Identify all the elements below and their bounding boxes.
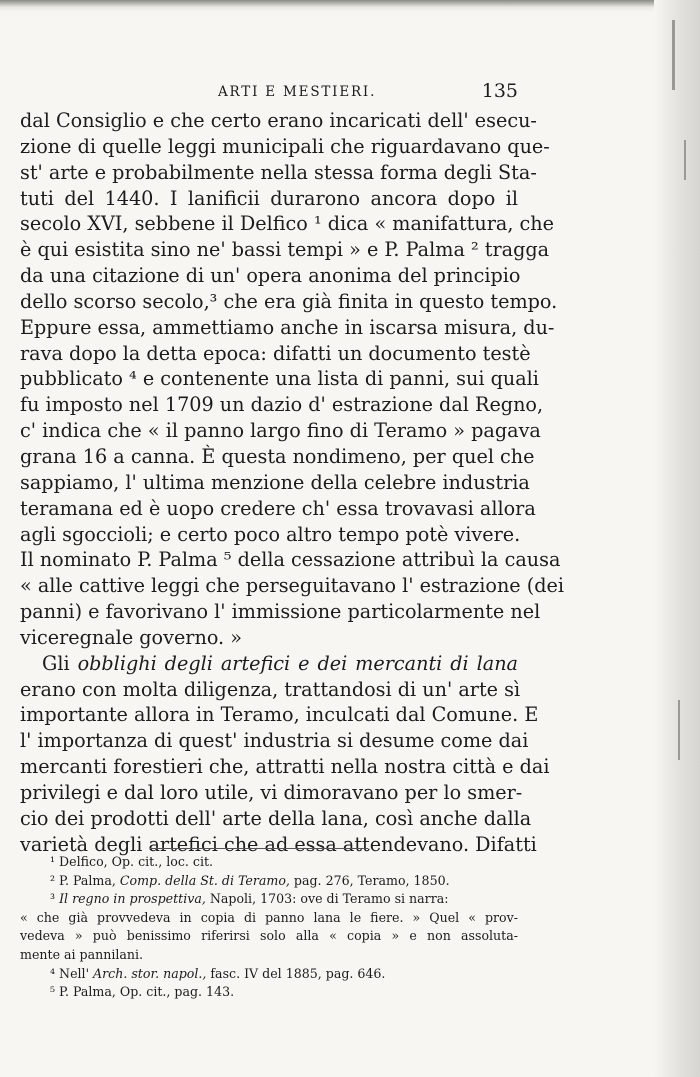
italic-phrase: obblighi degli artefici e dei mercanti di lana bbox=[77, 651, 518, 675]
footnote-3-line: mente ai pannilani. bbox=[20, 946, 144, 962]
footnote-3-line: vedeva » può benissimo riferirsi solo alla « copia » e non assoluta- bbox=[20, 928, 518, 944]
footnote-italic: Comp. della St. di Teramo, bbox=[119, 872, 290, 888]
text-line: fu imposto nel 1709 un dazio d' estrazione dal Regno, bbox=[20, 393, 544, 417]
footnote-text: fasc. IV del 1885, pag. 646. bbox=[206, 965, 386, 981]
footnote-1: ¹ Delfico, Op. cit., loc. cit. bbox=[50, 854, 214, 869]
text-line: zione di quelle leggi municipali che riguardavano que- bbox=[20, 134, 550, 158]
text-line: dello scorso secolo,³ che era già finita in questo tempo. bbox=[20, 289, 558, 313]
body-text bbox=[20, 108, 565, 857]
text-line: tuti del 1440. I lanificii durarono ancora dopo il bbox=[20, 186, 518, 210]
text-line: panni) e favorivano l' immissione particolarmente nel bbox=[20, 600, 541, 624]
text-line: cio dei prodotti dell' arte della lana, così anche dalla bbox=[20, 806, 532, 830]
footnote-text: Napoli, 1703: ove di Teramo si narra: bbox=[205, 891, 449, 907]
text-line: grana 16 a canna. È questa nondimeno, per quel che bbox=[20, 444, 535, 468]
footnote-4 bbox=[20, 965, 518, 984]
footnote-rule bbox=[150, 848, 368, 849]
text-line bbox=[20, 651, 518, 677]
text-line: viceregnale governo. » bbox=[20, 625, 242, 649]
footnote-3-line: « che già provvedeva in copia di panno lana le fiere. » Quel « prov- bbox=[20, 909, 518, 925]
text-line: secolo XVI, sebbene il Delfico ¹ dica « manifattura, che bbox=[20, 212, 555, 236]
footnote-text: ³ bbox=[50, 891, 60, 907]
footnote-5: ⁵ P. Palma, Op. cit., pag. 143. bbox=[50, 984, 235, 1000]
text-line: st' arte e probabilmente nella stessa forma degli Sta- bbox=[20, 160, 537, 184]
text-line: sappiamo, l' ultima menzione della celebre industria bbox=[20, 470, 530, 494]
footnotes bbox=[20, 853, 518, 1002]
text-line: c' indica che « il panno largo fino di Teramo » pagava bbox=[20, 419, 541, 443]
text-line: varietà degli artefici che ad essa attendevano. Difatti bbox=[20, 832, 537, 856]
footnote-2 bbox=[20, 872, 518, 891]
page-number: 135 bbox=[481, 80, 518, 102]
text-line: Eppure essa, ammettiamo anche in iscarsa misura, du- bbox=[20, 315, 555, 339]
text-line: mercanti forestieri che, attratti nella nostra città e dai bbox=[20, 755, 550, 779]
page-header bbox=[20, 80, 518, 102]
text-line: agli sgoccioli; e certo poco altro tempo potè vivere. bbox=[20, 522, 521, 546]
text-line: dal Consiglio e che certo erano incaricati dell' esecu- bbox=[20, 109, 537, 132]
text-line: è qui esistita sino ne' bassi tempi » e P. Palma ² tragga bbox=[20, 238, 550, 262]
text-line: importante allora in Teramo, inculcati dal Comune. E bbox=[20, 703, 539, 727]
paragraph-lead: Gli bbox=[42, 651, 78, 675]
footnote-text: pag. 276, Teramo, 1850. bbox=[289, 872, 450, 888]
text-line: rava dopo la detta epoca: difatti un documento testè bbox=[20, 341, 531, 365]
text-line: erano con molta diligenza, trattandosi di un' arte sì bbox=[20, 677, 521, 701]
footnote-3 bbox=[20, 890, 518, 909]
footnote-text: ² P. Palma, bbox=[50, 872, 120, 888]
text-line: teramana ed è uopo credere ch' essa trovavasi allora bbox=[20, 496, 536, 520]
footnote-text: ⁴ Nell' bbox=[50, 965, 94, 981]
text-line: « alle cattive leggi che perseguitavano l' estrazione (dei bbox=[20, 574, 565, 598]
text-line: l' importanza di quest' industria si desume come dai bbox=[20, 729, 529, 753]
text-line: Il nominato P. Palma ⁵ della cessazione attribuì la causa bbox=[20, 548, 561, 572]
page-top-edge bbox=[0, 0, 700, 12]
running-head: ARTI E MESTIERI. bbox=[218, 84, 377, 100]
text-line: da una citazione di un' opera anonima del principio bbox=[20, 264, 521, 288]
text-line: pubblicato ⁴ e contenente una lista di panni, sui quali bbox=[20, 367, 539, 391]
text-line: privilegi e dal loro utile, vi dimoravano per lo smer- bbox=[20, 780, 523, 804]
footnote-italic: Arch. stor. napol., bbox=[93, 965, 207, 981]
footnote-italic: Il regno in prospettiva, bbox=[59, 891, 206, 907]
page-binding-edge bbox=[654, 0, 700, 1077]
